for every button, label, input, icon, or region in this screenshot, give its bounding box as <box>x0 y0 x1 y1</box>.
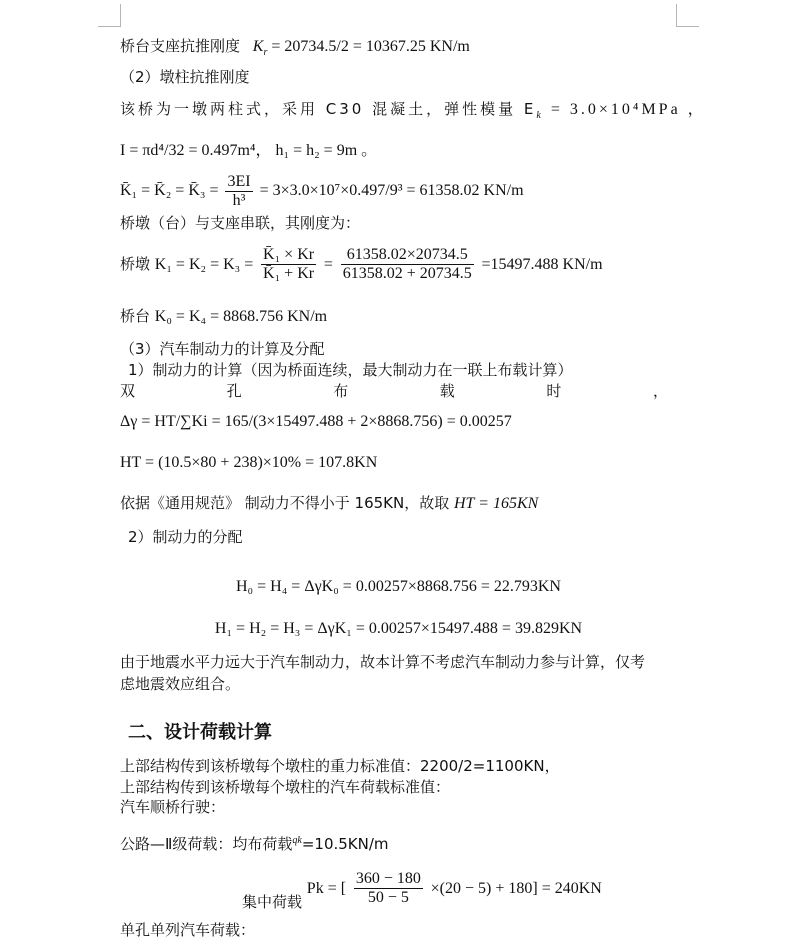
concrete-paragraph: 该桥为一墩两柱式，采用 C30 混凝土，弹性模量 $E_k = 3.0\times 10^4MPa$ ， <box>120 100 707 121</box>
conclusion-line-2: 虑地震效应组合。 <box>120 675 241 693</box>
heading-braking-force: （3）汽车制动力的计算及分配 <box>120 340 325 358</box>
braking-force-calc-heading: 1）制动力的计算（因为桥面连续，最大制动力在一联上布载计算） <box>128 361 573 379</box>
specification-paragraph: 依据《通用规范》 制动力不得小于 165KN，故取 HT = 165KN <box>120 494 539 512</box>
pier-symbolic-fraction: $\frac{\text{K̄₁ × Kr}}{\text{K̄₁ + Kr}}$ <box>263 246 315 282</box>
page-corner-mark-left <box>98 4 121 27</box>
pier-numeric-fraction: $\frac{61358.02\times 20734.5}{61358.02 + 20734.5}$ <box>342 246 472 282</box>
h0-distribution-formula: H₀ = H₄ = ΔγK₀ = 0.00257×8868.756 = 22.793KN <box>236 578 561 595</box>
bearing-stiffness-line <box>120 36 470 63</box>
single-lane-load-line: 单孔单列汽车荷载： <box>120 921 256 939</box>
conclusion-line-1: 由于地震水平力远大于汽车制动力，故本计算不考虑汽车制动力参与计算，仅考 <box>120 653 646 671</box>
bearing-stiffness-label: 桥台支座抗推刚度 <box>120 37 241 55</box>
page-corner-mark-right <box>676 4 699 27</box>
pier-combined-stiffness-formula: 桥墩 K₁ = K₂ = K₃ = $\frac{\text{K̄₁ × Kr}}{\text{K̄₁ + Kr}}$ = $\frac{61358.02\times 20734.5}{61358.02 + 20734.5}$ =15497.488 KN/m <box>120 246 603 282</box>
delta-gamma-formula: Δγ = HT/∑Ki = 165/(3×15497.488 + 2×8868.756) = 0.00257 <box>120 413 512 430</box>
braking-force-distribution-heading: 2）制动力的分配 <box>128 528 243 546</box>
concentrated-load-formula: 集中荷载 Pk = [ $\frac{360 - 180}{50 - 5}$ ×(20 − 5) + 180] = 240KN <box>242 870 602 911</box>
abutment-stiffness-formula: 桥台 K₀ = K₄ = 8868.756 KN/m <box>120 307 328 325</box>
pier-stiffness-formula: K̄₁ = K̄₂ = K̄₃ = $\frac{3EI}{\text{h³}}$ = 3×3.0×10⁷×0.497/9³ = 61358.02 KN/m <box>120 173 524 209</box>
highway-load-line: 公路—Ⅱ级荷载：均布荷载$^{qk}$=10.5KN/m <box>120 835 389 853</box>
concentrated-load-fraction: $\frac{360 - 180}{50 - 5}$ <box>355 870 421 906</box>
spread-justified-line: 双 孔 布 载 时 ， <box>120 382 668 400</box>
series-paragraph: 桥墩（台）与支座串联，其刚度为： <box>120 214 361 232</box>
heading-pier-stiffness: （2）墩柱抗推刚度 <box>120 68 250 86</box>
bearing-stiffness-formula: $K_r = 20734.5/2 = 10367.25$ KN/m <box>252 38 470 59</box>
section-2-title: 二、设计荷载计算 <box>128 722 272 743</box>
moment-of-inertia-formula: I = πd⁴/32 = 0.497m⁴， h₁ = h₂ = 9m 。 <box>120 142 378 159</box>
pier-stiffness-fraction: $\frac{3EI}{\text{h³}}$ <box>227 173 251 209</box>
braking-force-ht-formula: HT = (10.5×80 + 238)×10% = 107.8KN <box>120 454 378 471</box>
load-line-1: 上部结构传到该桥墩每个墩柱的重力标准值：2200/2=1100KN， <box>120 757 560 775</box>
load-line-2: 上部结构传到该桥墩每个墩柱的汽车荷载标准值： <box>120 778 451 796</box>
h1-distribution-formula: H₁ = H₂ = H₃ = ΔγK₁ = 0.00257×15497.488 = 39.829KN <box>214 620 583 637</box>
load-line-3: 汽车顺桥行驶： <box>120 798 226 816</box>
